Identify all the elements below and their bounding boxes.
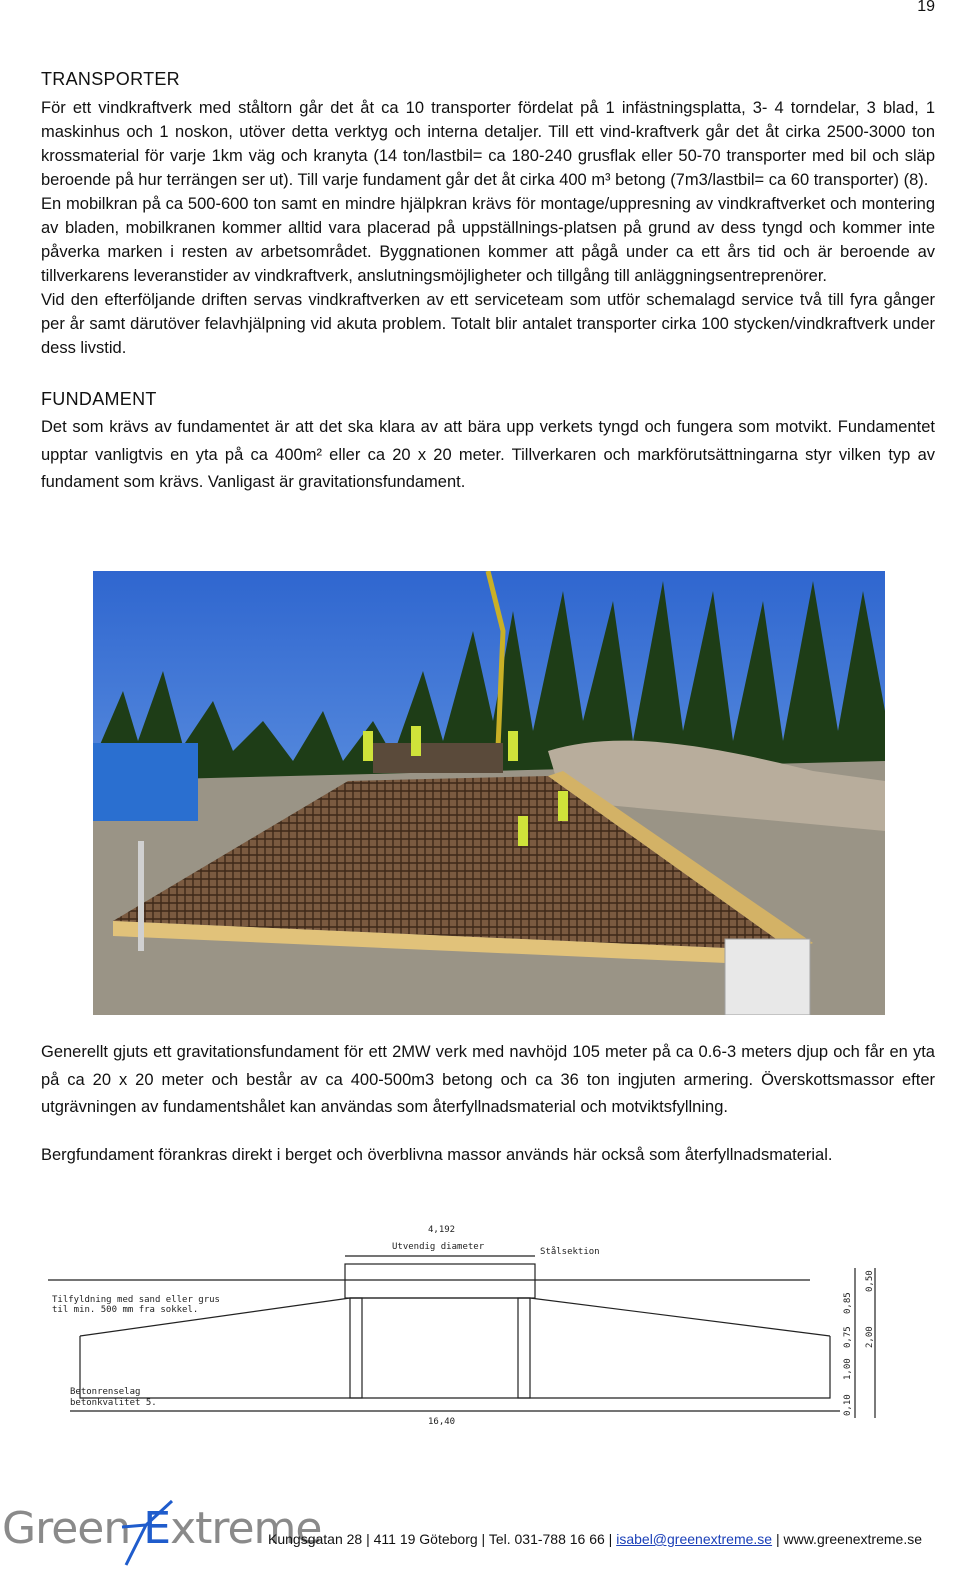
section-heading-fundament: FUNDAMENT — [41, 389, 157, 409]
foundation-cross-section-drawing — [40, 1218, 890, 1430]
transporter-paragraph-1: För ett vindkraftverk med ståltorn går det åt ca 10 transporter fördelat på 1 infästningsplatta, 3- 4 torndelar, 3 blad, 1 maskinhus och 1 noskon, utöver detta verktyg och interna detaljer. Till ett vind-kraftverk går det åt cirka 2500-3000 ton krossmaterial för varje 1km väg och kranyta (14 ton/lastbil= ca 180-240 grusflak eller 50-70 transporter med bil och släp beroende på hur terrängen ser ut). Till varje fundament går det åt cirka 400 m³ betong (7m3/lastbil= ca 60 transporter) (8). — [41, 99, 935, 189]
note-backfill-1: Tilfyldning med sand eller grus — [52, 1295, 220, 1305]
dim-r6: 0,10 — [843, 1394, 853, 1416]
note-concrete-2: betonkvalitet 5. — [70, 1398, 157, 1408]
sign-pole — [138, 841, 144, 951]
footer-address: Kungsgatan 28 | 411 19 Göteborg | Tel. 031-788 16 66 | — [268, 1531, 617, 1547]
label-steel-section: Stålsektion — [540, 1247, 600, 1257]
dim-r4: 2,00 — [865, 1326, 875, 1348]
main-content — [41, 66, 935, 497]
logo-e: E — [143, 1503, 171, 1554]
fundament-paragraph-2: Generellt gjuts ett gravitationsfundament för ett 2MW verk med navhöjd 105 meter på ca 0.6-3 meters djup och får en yta på ca 20 x 20 meter och består av ca 400-500m3 betong och ca 36 ton ingjuten armering. Överskottsmassor efter utgrävningen av fundamentshålet kan användas som återfyllnadsmaterial och motviktsfyllning. — [41, 1043, 935, 1116]
content-after-photo — [41, 1039, 935, 1169]
fundament-paragraph-3: Bergfundament förankras direkt i berget och överblivna massor används här också som återfyllnadsmaterial. — [41, 1145, 833, 1164]
note-concrete-1: Betonrenselag — [70, 1387, 141, 1397]
section-heading-transporter: TRANSPORTER — [41, 69, 180, 89]
wind-turbine-icon — [112, 1495, 182, 1570]
footer-email-link[interactable]: isabel@greenextreme.se — [616, 1531, 773, 1547]
footer-website[interactable]: www.greenextreme.se — [783, 1531, 923, 1547]
dim-top: 4,192 — [428, 1225, 456, 1235]
label-outer-diameter: Utvendig diameter — [392, 1242, 485, 1252]
blue-container — [93, 743, 198, 821]
footer — [0, 1495, 960, 1575]
note-backfill-2: til min. 500 mm fra sokkel. — [52, 1305, 199, 1315]
dim-r1: 0,85 — [843, 1292, 853, 1314]
footer-contact: Kungsgatan 28 | 411 19 Göteborg | Tel. 031-788 16 66 | isabel@greenextreme.se | www.greenextreme.se — [268, 1531, 923, 1547]
rebar-cage-top — [373, 743, 503, 773]
logo-rest: xtreme — [170, 1503, 322, 1554]
page-number: 19 — [917, 0, 935, 15]
dim-bottom: 16,40 — [428, 1417, 456, 1427]
logo-green: Green — [2, 1503, 131, 1554]
ibc-tank — [725, 939, 810, 1015]
fundament-paragraph-1: Det som krävs av fundamentet är att det ska klara av att bära upp verkets tyngd och fungera som motvikt. Fundamentet upptar vanligtvis en yta på ca 400m² eller ca 20 x 20 meter. Tillverkaren och markförutsättningarna styr vilken typ av fundament som krävs. Vanligast är gravitationsfundament. — [41, 418, 935, 491]
transporter-paragraph-2: En mobilkran på ca 500-600 ton samt en mindre hjälpkran krävs för montage/uppresning av vindkraftverket och montering av bladen, mobilkranen kommer alltid vara placerad på uppställnings-platsen på grund av dess tyngd och kommer inte påverka marken i resten av arbetsområdet. Byggnationen kommer att pågå under ca ett års tid och är beroende av tillverkarens leveranstider av vindkraftverk, anslutningsmöjligheter och tillgång till anläggningsentreprenörer. — [41, 195, 935, 285]
dim-r5: 1,00 — [843, 1358, 853, 1380]
dim-r3: 0,75 — [843, 1326, 853, 1348]
dim-r2: 0,50 — [865, 1270, 875, 1292]
foundation-construction-photo — [93, 571, 885, 1015]
transporter-paragraph-3: Vid den efterföljande driften servas vindkraftverken av ett serviceteam som utför schemalagd service två till fyra gånger per år samt därutöver felavhjälpning vid akuta problem. Totalt blir antalet transporter cirka 100 stycken/vindkraftverk under dess livstid. — [41, 291, 935, 357]
